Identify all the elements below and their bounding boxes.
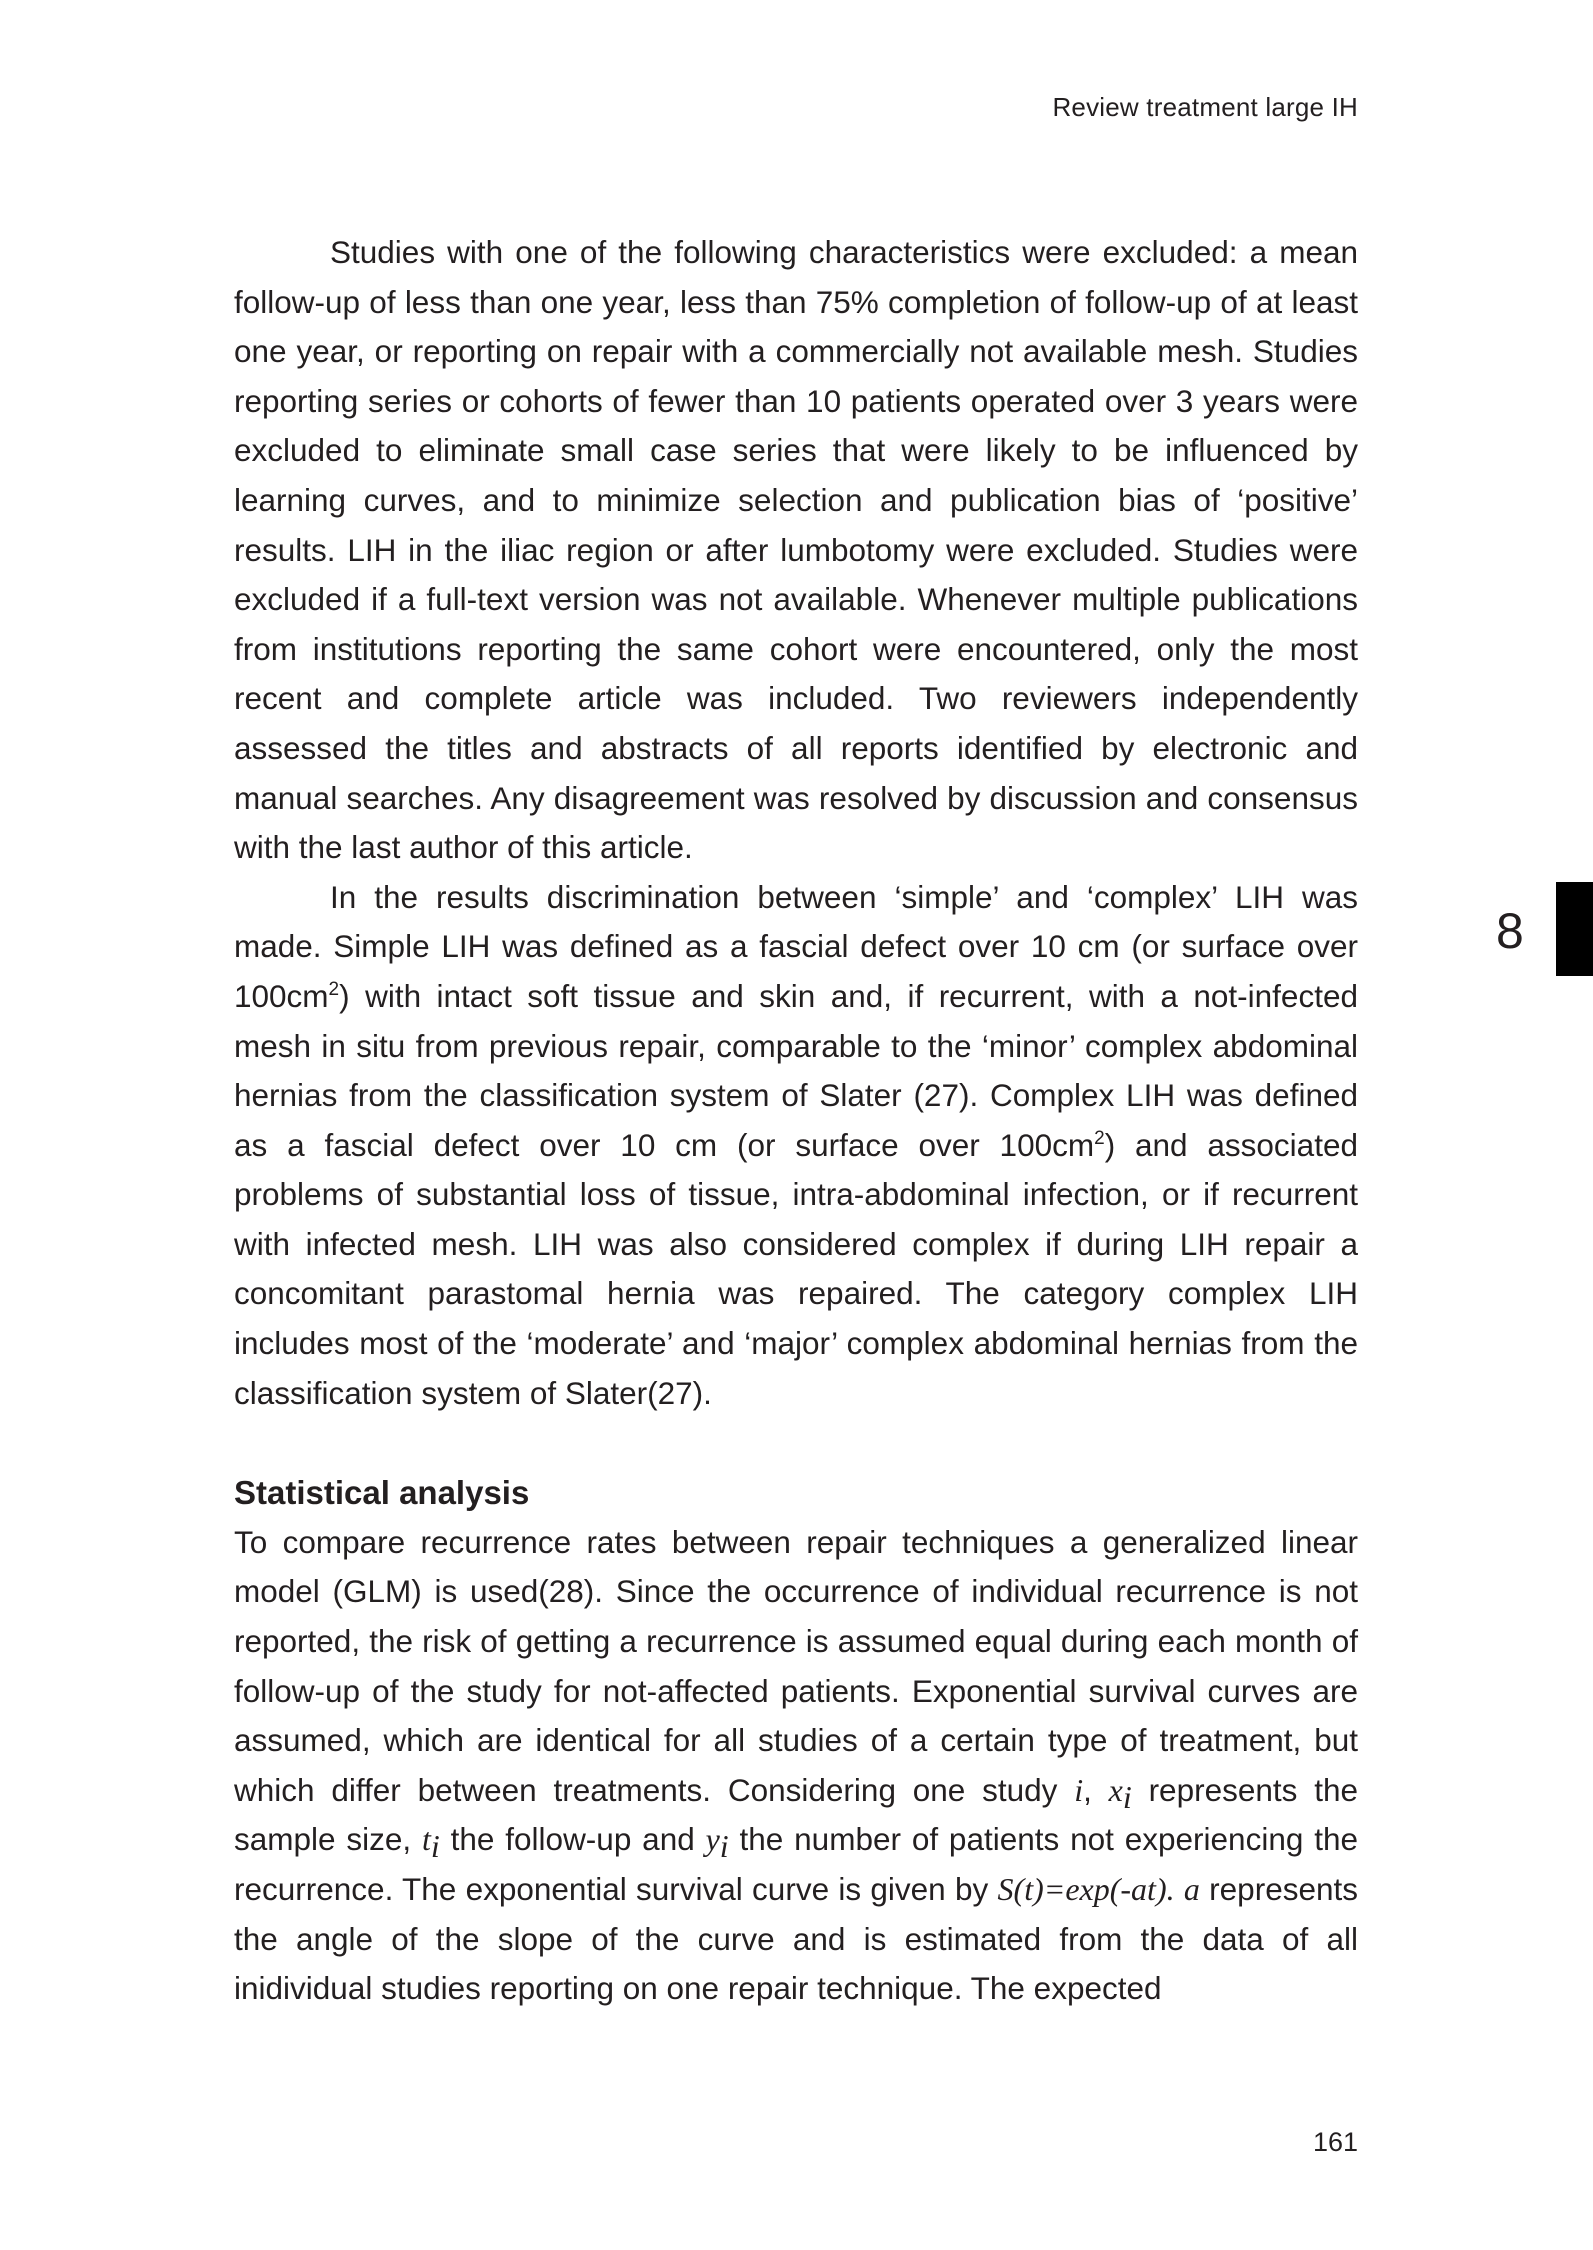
text-fragment: the follow-up and	[439, 1821, 706, 1858]
math-var-t: t	[422, 1821, 431, 1858]
subscript: i	[719, 1828, 729, 1865]
text-fragment: To compare recurrence rates between repair techniques a generalized linear model (GLM) is used(28). Since the occurrence of individual recurrence is not reported, the risk of getting a recurrence is assumed equal during each month of follow-up of the study for not-affected patients. Exponential survival curves are assumed, which are identical for all studies of a certain type of treatment, but which differ between treatments. Considering one study	[234, 1523, 1358, 1808]
text-fragment: ) with intact soft tissue and skin and, if recurrent, with a not-infected mesh in situ from previous repair, comparable to the ‘minor’ complex abdominal hernias from the classification system of Slater (27). Complex LIH was defined as a fascial defect over 10 cm (or surface over 100cm	[234, 977, 1358, 1163]
subscript: i	[1122, 1778, 1132, 1815]
math-formula: S(t)=exp(-at).	[997, 1871, 1175, 1907]
paragraph-lih-definitions	[234, 873, 1358, 1419]
page-number: 161	[1312, 2127, 1358, 2157]
text-fragment: ,	[1083, 1771, 1109, 1808]
text-fragment: ) and associated problems of substantial loss of tissue, intra-abdominal infection, or if recurrent with infected mesh. LIH was also considered complex if during LIH repair a concomitant parastomal hernia was repaired. The category complex LIH includes most of the ‘moderate’ and ‘major’ complex abdominal hernias from the classification system of Slater(27).	[234, 1126, 1358, 1411]
text-fragment: the number of patients not experiencing the recurrence. The exponential survival curve is given by	[234, 1821, 1358, 1907]
math-var-a: a	[1183, 1871, 1200, 1907]
paragraph-exclusion-criteria: Studies with one of the following characteristics were excluded: a mean follow-up of less than one year, less than 75% completion of follow-up of at least one year, or reporting on repair with a commercially not available mesh. Studies reporting series or cohorts of fewer than 10 patients operated over 3 years were excluded to eliminate small case series that were likely to be influenced by learning curves, and to minimize selection and publication bias of ‘positive’ results. LIH in the iliac region or after lumbotomy were excluded. Studies were excluded if a full-text version was not available. Whenever multiple publications from institutions reporting the same cohort were encountered, only the most recent and complete article was included. Two reviewers independently assessed the titles and abstracts of all reports identified by electronic and manual searches. Any disagreement was resolved by discussion and consensus with the last author of this article.	[234, 234, 1358, 866]
subscript: i	[430, 1828, 440, 1865]
text-fragment: represents the angle of the slope of the curve and is estimated from the data of all inidividual studies reporting on one repair technique. The expected	[234, 1871, 1358, 2007]
chapter-thumb-tab	[1556, 882, 1593, 976]
superscript: 2	[328, 978, 340, 1000]
superscript: 2	[1094, 1127, 1105, 1149]
text-fragment: In the results discrimination between ‘simple’ and ‘complex’ LIH was made. Simple LIH was defined as a fascial defect over 10 cm (or surface over 100cm	[234, 878, 1358, 1014]
text-fragment	[1175, 1871, 1184, 1907]
math-var-y: y	[705, 1821, 720, 1858]
chapter-number: 8	[1496, 903, 1524, 959]
running-header: Review treatment large IH	[1052, 92, 1358, 122]
paragraph-statistical-analysis	[234, 1518, 1358, 2014]
section-heading-statistical-analysis: Statistical analysis	[234, 1474, 530, 1512]
text-fragment: represents the sample size,	[234, 1771, 1358, 1858]
body-text	[234, 228, 1358, 2014]
math-var-x: x	[1108, 1771, 1123, 1808]
math-var-i: i	[1074, 1771, 1084, 1808]
